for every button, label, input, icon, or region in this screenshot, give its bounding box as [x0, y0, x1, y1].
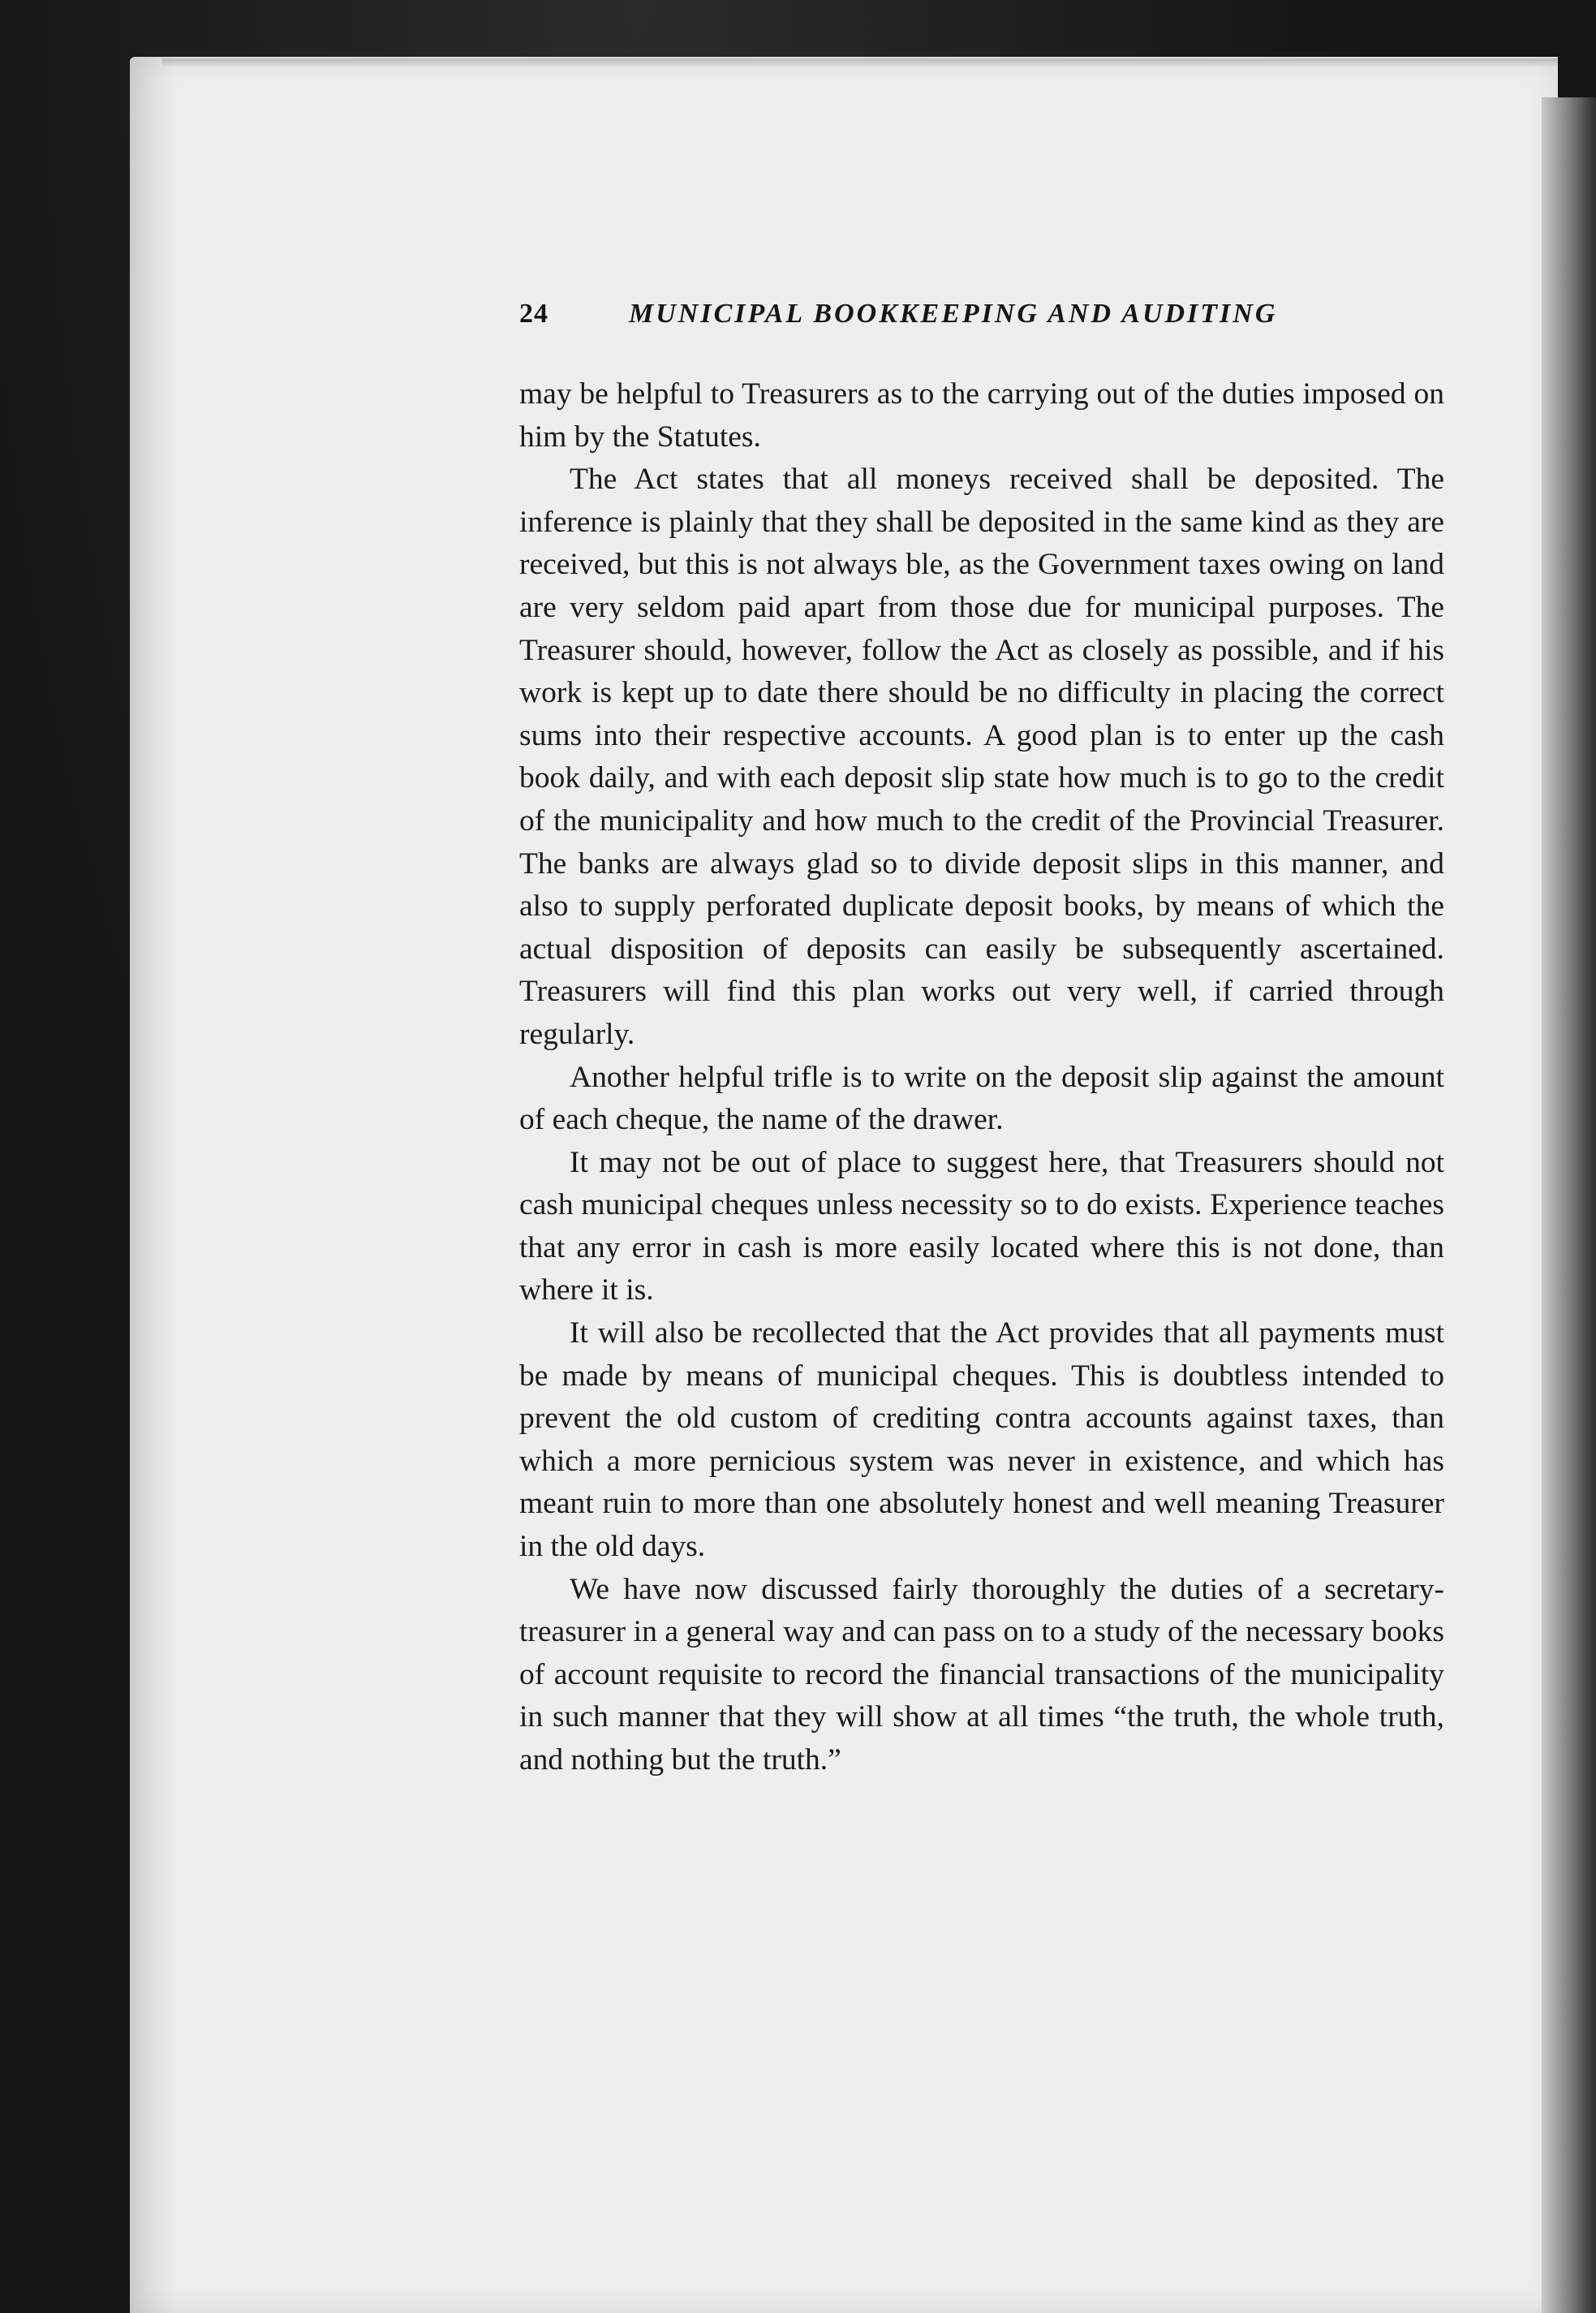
page-top-edge — [162, 58, 1558, 67]
running-title: MUNICIPAL BOOKKEEPING AND AUDITING — [629, 299, 1278, 329]
body-text — [519, 373, 1444, 1782]
page-binding-shadow — [1542, 97, 1596, 2313]
paragraph-payments: It will also be recollected that the Act provides that all payments must be made by means of municipal cheques. This is doubtless intended to prevent the old custom of crediting contra accounts against taxes, than which a more pernicious system was never in existence, and which has meant ruin to more than one absolutely honest and well meaning Treasurer in the old days. — [519, 1316, 1444, 1564]
page-number: 24 — [519, 299, 548, 329]
page-gutter-shadow — [130, 57, 179, 2313]
paragraph-conclusion: We have now discussed fairly thoroughly the duties of a secretary-treasurer in a general way and can pass on to a study of the necessary books of account requisite to record the financial transactions of the municipality in such manner that they will show at all times “the truth, the whole truth, and nothing but the truth.” — [519, 1572, 1444, 1777]
paragraph-continued: may be helpful to Treasurers as to the carrying out of the duties imposed on him by the Statutes. — [519, 377, 1444, 454]
paragraph-deposit-slip: Another helpful trifle is to write on the deposit slip against the amount of each cheque, the name of the drawer. — [519, 1060, 1444, 1137]
running-head — [519, 299, 1428, 339]
paragraph-cheques: It may not be out of place to suggest here, that Treasurers should not cash municipal cheques unless necessity so to do exists. Experience teaches that any error in cash is more easily located where this is not done, than where it is. — [519, 1145, 1444, 1307]
paragraph-deposits: The Act states that all moneys received shall be deposited. The inference is plainly that they shall be deposited in the same kind as they are received, but this is not always ble, as the Government taxes owing on land are very seldom paid apart from those due for municipal purposes. The Treasurer should, however, follow the Act as closely as possible, and if his work is kept up to date there should be no difficulty in placing the correct sums into their respective accounts. A good plan is to enter up the cash book daily, and with each deposit slip state how much is to go to the credit of the municipality and how much to the credit of the Provincial Treasurer. The banks are always glad so to divide deposit slips in this manner, and also to supply perforated duplicate deposit books, by means of which the actual disposition of deposits can easily be subsequently ascertained. Treasurers will find this plan works out very well, if carried through regularly. — [519, 463, 1444, 1051]
